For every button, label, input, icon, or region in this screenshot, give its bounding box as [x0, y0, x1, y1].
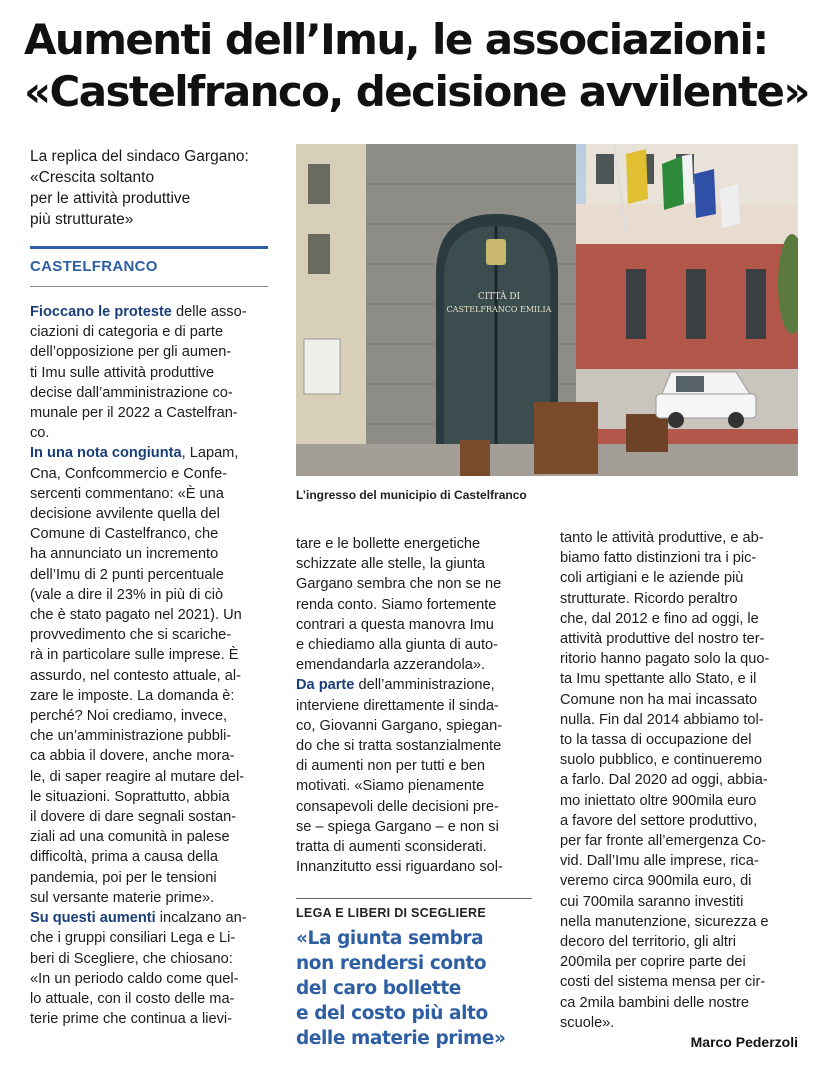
town-hall-photo [296, 144, 798, 476]
article-line: ca abbia il dovere, anche mora- [30, 748, 235, 765]
article-line: a farlo. Dal 2020 ad oggi, abbia- [560, 772, 768, 789]
sign-text-line2: CASTELFRANCO EMILIA [446, 305, 552, 314]
article-line: Gargano sembra che non se ne [296, 576, 502, 593]
paragraph-lead-rest: incalzano an- [155, 910, 247, 927]
section-underline [30, 286, 268, 287]
article-line: ca 2mila bambini delle nostre [560, 994, 750, 1011]
article-line: di aumenti non per tutti e ben [296, 758, 486, 775]
article-line: motivati. «Siamo pienamente [296, 778, 485, 795]
article-line: decise dall’amministrazione co- [30, 384, 233, 401]
article-line: co, Giovanni Gargano, spiegan- [296, 717, 503, 734]
article-line: le situazioni. Soprattutto, abbia [30, 788, 230, 805]
article-line: Cna, Confcommercio e Confe- [30, 465, 228, 482]
paragraph-lead: In una nota congiunta [30, 445, 182, 462]
article-line: veremo circa 900mila euro, di [560, 873, 752, 890]
author-byline: Marco Pederzoli [690, 1034, 798, 1050]
article-line: perché? Noi crediamo, invece, [30, 708, 228, 725]
subheadline-line: «Crescita soltanto [30, 169, 155, 186]
article-line: se – spiega Gargano – e non si [296, 818, 499, 835]
article-line: vid. Dall’Imu alle imprese, rica- [560, 853, 759, 870]
headline-line: «Castelfranco, decisione avvilente» [24, 67, 809, 116]
article-line: do che si tratta sostanzialmente [296, 738, 502, 755]
article-line: contrari a questa manovra Imu [296, 616, 494, 633]
article-line: beri di Scegliere, che chiosano: [30, 950, 233, 967]
headline-line: Aumenti dell’Imu, le associazioni: [24, 15, 768, 64]
article-line [30, 443, 270, 463]
article-line: che, dal 2012 e fino ad oggi, le [560, 610, 759, 627]
subheadline [30, 146, 270, 230]
article-line: (vale a dire il 23% in più di ciò [30, 586, 224, 603]
article-column-1 [30, 302, 270, 1029]
article-line: strutturate. Ricordo peraltro [560, 590, 738, 607]
article-line: provvedimento che si scariche- [30, 627, 232, 644]
article-line: terie prime che continua a lievi- [30, 1011, 232, 1028]
article-line: mo iniettato oltre 900mila euro [560, 792, 757, 809]
article-line: nella manutenzione, sicurezza e [560, 913, 769, 930]
article-line: ritorio hanno pagato solo la quo- [560, 651, 770, 668]
town-hall-illustration [296, 144, 798, 476]
pullquote-line: e del costo più alto [296, 1003, 488, 1024]
article-line: e chiediamo alla giunta di auto- [296, 637, 499, 654]
article-line: munale per il 2022 a Castelfran- [30, 405, 238, 422]
article-line: ziali ad una comunità in palese [30, 829, 230, 846]
article-line: tare e le bollette energetiche [296, 536, 481, 552]
article-line: il dovere di dare segnali sostan- [30, 809, 237, 826]
article-line: decisione avvilente quella del [30, 506, 220, 523]
article-line: ha annunciato un incremento [30, 546, 219, 563]
article-line [296, 675, 536, 695]
article-line: rà in particolare sulle imprese. È [30, 647, 239, 664]
article-line: scuole». [560, 1014, 615, 1031]
section-divider [30, 246, 268, 249]
subheadline-line: per le attività produttive [30, 190, 191, 207]
pullquote-line: «La giunta sembra [296, 928, 484, 949]
article-line: le, di saper reagire al mutare del- [30, 768, 245, 785]
article-line: ti Imu sulle attività produttive [30, 364, 215, 381]
article-line: a favore del settore produttivo, [560, 812, 758, 829]
pullquote-label: LEGA E LIBERI DI SCEGLIERE [296, 906, 486, 920]
article-line: «In un periodo caldo come quel- [30, 970, 239, 987]
article-line: co. [30, 425, 50, 442]
article-line: zare le imposte. La domanda è: [30, 687, 235, 704]
pullquote-line: non rendersi conto [296, 953, 487, 974]
section-label: CASTELFRANCO [30, 258, 158, 275]
article-line: coli artigiani e le aziende più [560, 570, 744, 587]
article-line: suolo pubblico, e continueremo [560, 752, 763, 769]
paragraph-lead: Fioccano le proteste [30, 304, 172, 320]
article-line: nulla. Fin dal 2014 abbiamo tol- [560, 711, 764, 728]
pullquote-line: del caro bollette [296, 978, 461, 999]
subheadline-line: più strutturate» [30, 211, 134, 228]
article-line: che un’amministrazione pubbli- [30, 728, 232, 745]
article-line: tanto le attività produttive, e ab- [560, 530, 764, 546]
article-line: Comune di Castelfranco, che [30, 526, 219, 543]
article-line: to la tassa di occupazione del [560, 732, 752, 749]
article-line: biamo fatto distinzioni tra i pic- [560, 550, 757, 567]
photo-caption: L’ingresso del municipio di Castelfranco [296, 488, 527, 502]
article-line: pandemia, poi per le tensioni [30, 869, 217, 886]
article-line: dell’Imu di 2 punti percentuale [30, 566, 224, 583]
paragraph-lead: Da parte [296, 677, 355, 694]
paragraph-lead-rest: dell’amministrazione, [354, 677, 495, 694]
article-line: assurdo, nel contesto attuale, al- [30, 667, 241, 684]
article-line: sul versante materie prime». [30, 889, 215, 906]
article-line: Comune non ha mai incassato [560, 691, 758, 708]
headline [24, 14, 809, 118]
article-column-3 [560, 528, 800, 1033]
article-line: attività produttive del nostro ter- [560, 631, 765, 648]
paragraph-lead-rest: delle asso- [171, 304, 247, 320]
pullquote [296, 926, 536, 1051]
article-line: 200mila per coprire parte dei [560, 954, 746, 971]
subheadline-line: La replica del sindaco Gargano: [30, 148, 249, 165]
article-line [30, 908, 270, 928]
article-line [30, 302, 270, 322]
article-line: Innanzitutto essi riguardano sol- [296, 859, 503, 876]
article-line: ta Imu spettante allo Stato, e il [560, 671, 757, 688]
paragraph-lead: Su questi aumenti [30, 910, 156, 927]
article-column-2 [296, 534, 536, 877]
article-line: tratta di aumenti sconsiderati. [296, 839, 487, 856]
article-line: lo attuale, con il costo delle ma- [30, 990, 235, 1007]
article-line: difficoltà, prima a causa della [30, 849, 218, 866]
article-line: decoro del territorio, gli altri [560, 934, 737, 951]
article-line: dell’opposizione per gli aumen- [30, 344, 232, 361]
article-line: costi del sistema mensa per cir- [560, 974, 766, 991]
article-line: consapevoli delle decisioni pre- [296, 798, 499, 815]
article-line: che i gruppi consiliari Lega e Li- [30, 930, 236, 947]
article-line: sercenti commentano: «È una [30, 485, 224, 502]
article-line: cui 700mila saranno investiti [560, 893, 744, 910]
article-line: ciazioni di categoria e di parte [30, 324, 224, 341]
article-line: per far fronte all’emergenza Co- [560, 833, 767, 850]
pullquote-line: delle materie prime» [296, 1028, 506, 1049]
article-line: interviene direttamente il sinda- [296, 697, 499, 714]
paragraph-lead-rest: , Lapam, [181, 445, 239, 462]
article-line: che è stato pagato nel 2021). Un [30, 607, 242, 624]
pullquote-divider [296, 898, 532, 899]
article-line: emendandarla azzerandola». [296, 657, 486, 674]
sign-text-line1: CITTÀ DI [477, 292, 521, 302]
article-line: schizzate alle stelle, la giunta [296, 556, 486, 573]
article-line: renda conto. Siamo fortemente [296, 596, 497, 613]
